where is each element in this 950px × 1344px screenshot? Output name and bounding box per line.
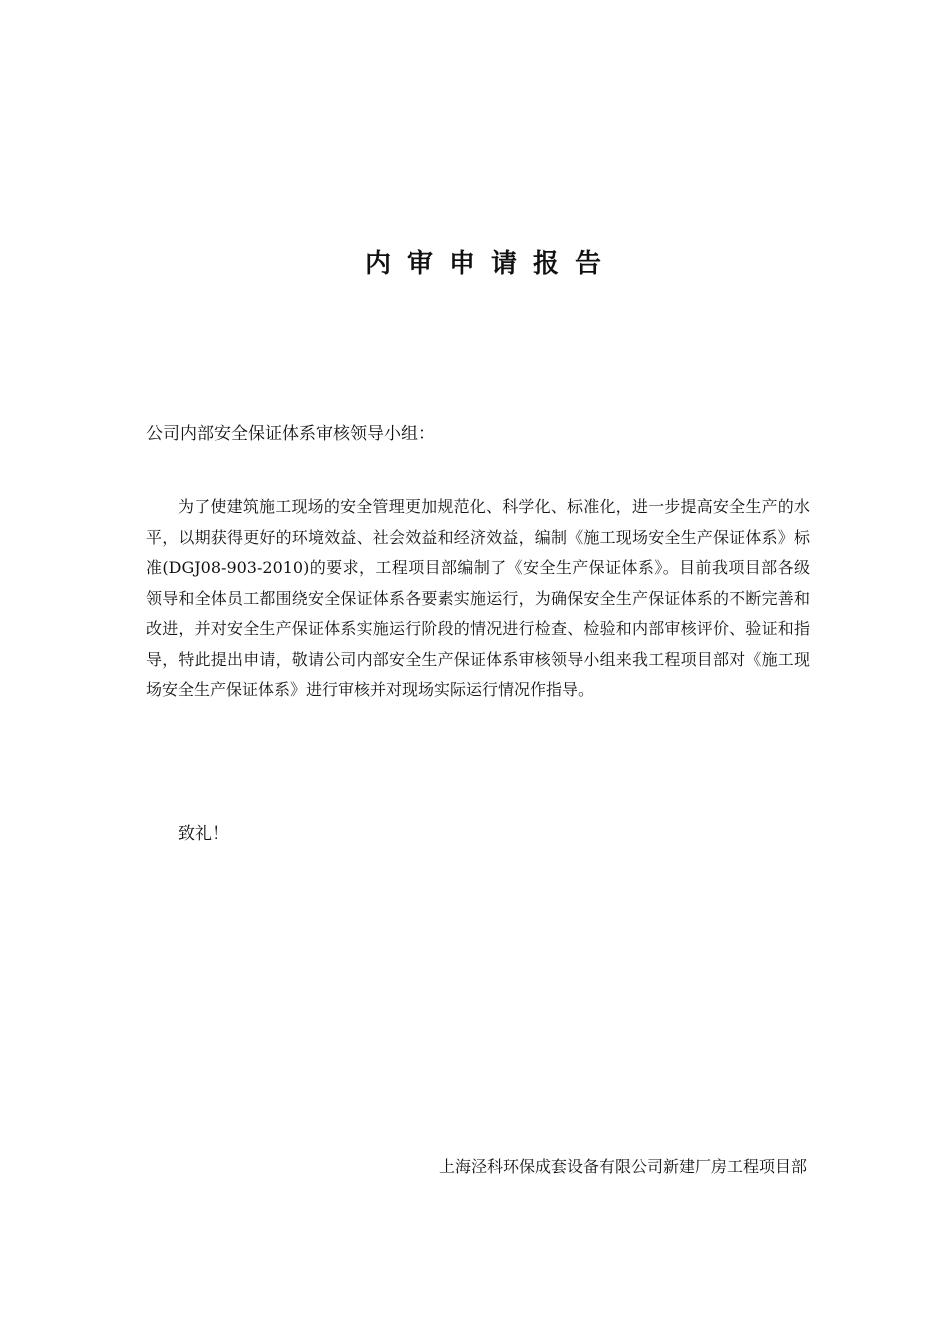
salutation: 公司内部安全保证体系审核领导小组： [146, 424, 435, 444]
body-paragraph: 为了使建筑施工现场的安全管理更加规范化、科学化、标准化，进一步提高安全生产的水平，以期获得更好的环境效益、社会效益和经济效益，编制《施工现场安全生产保证体系》标准(DGJ08-903-2010)的要求，工程项目部编制了《安全生产保证体系》。目前我项目部各级领导和全体员工都围绕安全保证体系各要素实施运行，为确保安全生产保证体系的不断完善和改进，并对安全生产保证体系实施运行阶段的情况进行检查、检验和内部审核评价、验证和指导，特此提出申请，敬请公司内部安全生产保证体系审核领导小组来我工程项目部对《施工现场安全生产保证体系》进行审核并对现场实际运行情况作指导。 [146, 497, 810, 699]
document-title: 内审申请报告 [364, 249, 617, 279]
closing: 致礼！ [178, 824, 229, 844]
signature: 上海泾科环保成套设备有限公司新建厂房工程项目部 [438, 1157, 807, 1176]
